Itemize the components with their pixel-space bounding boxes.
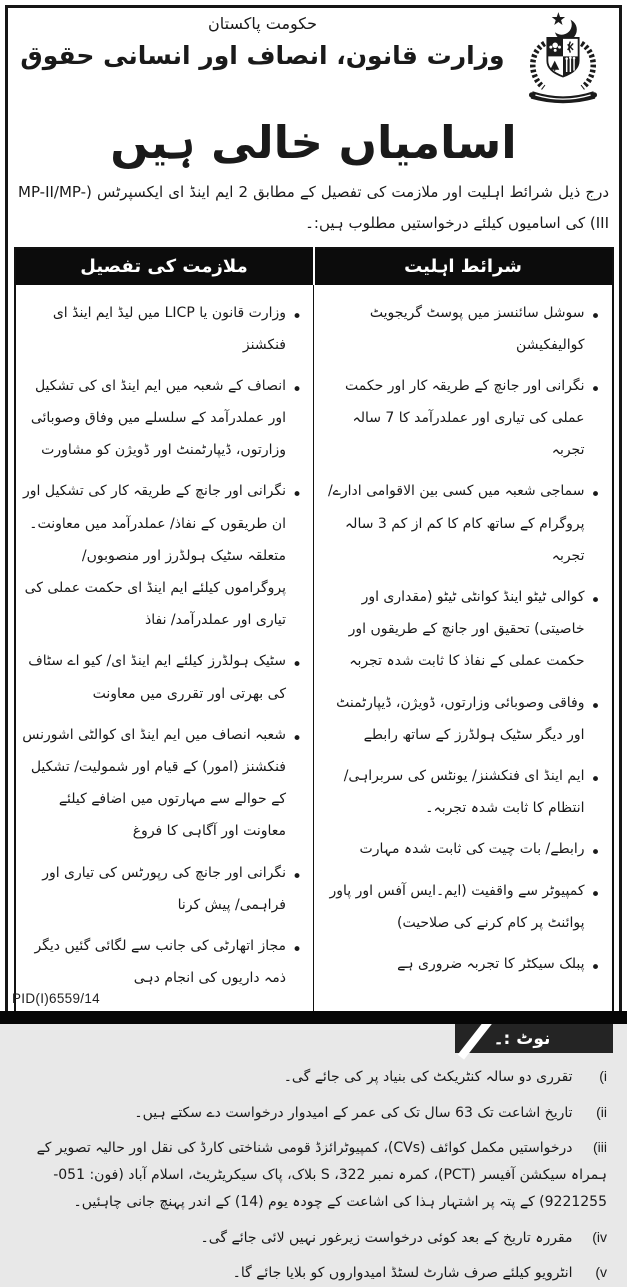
header-text-block — [10, 10, 515, 70]
emblem-wrap — [515, 10, 611, 110]
note-item — [16, 1063, 607, 1091]
note-ribbon — [455, 1023, 613, 1053]
eligibility-cell — [314, 284, 613, 1012]
ad-header — [10, 8, 617, 110]
list-item: • نگرانی اور جانچ کے طریقہ کار کی تشکیل اور ان طریقوں کے نفاذ/ عملدرآمد میں معاونت۔ متعلقہ سٹیک ہولڈرز اور منصوبوں/ پروگراموں کیلئے ایم اینڈ ای حکمت عملی کی تیاری اور عملدرآمد/ نفاذ — [22, 475, 304, 636]
note-number: i) — [599, 1068, 607, 1085]
list-item: • سماجی شعبہ میں کسی بین الاقوامی ادارے/ پروگرام کے ساتھ کام کا کم از کم 3 سالہ تجربہ — [320, 475, 602, 572]
column-header-eligibility: شرائط اہلیت — [314, 248, 613, 285]
note-label: نوٹ :۔ — [493, 1028, 551, 1049]
note-item — [16, 1224, 607, 1252]
note-text: درخواستیں مکمل کوائف (CVs)، کمپیوٹرائزڈ قومی شناختی کارڈ کی نقل اور حالیہ تصویر کے ہمراہ سیکشن آفیسر (PCT)، کمرہ نمبر 322، S بلاک، پاک سیکریٹریٹ، اسلام آباد (فون: 051-9221255) کے پتہ پر اشتہار ہذا کی اشاعت کے چودہ یوم (14) کے اندر پہنچ جانی چاہئیں۔ — [36, 1139, 607, 1211]
list-item: • کوالی ٹیٹو اینڈ کوانٹی ٹیٹو (مقداری اور خاصیتی) تحقیق اور جانچ کے طریقوں اور حکمت عملی کے نفاذ کا ثابت شدہ تجربہ — [320, 581, 602, 678]
note-item — [16, 1134, 607, 1217]
note-text: انٹرویو کیلئے صرف شارٹ لسٹڈ امیدواروں کو بلایا جائے گا۔ — [232, 1265, 573, 1282]
list-item: • نگرانی اور جانچ کی رپورٹس کی تیاری اور فراہمی/ پیش کرنا — [22, 857, 304, 921]
column-header-job-details: ملازمت کی تفصیل — [15, 248, 314, 285]
note-ribbon-row — [10, 1023, 613, 1053]
list-item: • شعبہ انصاف میں ایم اینڈ ای کوالٹی اشورنس فنکشنز (امور) کے قیام اور شمولیت/ تشکیل کے حوالے سے مہارتوں میں اضافے کیلئے معاونت اور آگاہی کا فروغ — [22, 719, 304, 848]
ad-content — [10, 8, 617, 1282]
table-head — [15, 248, 613, 285]
vacancy-title: اسامیاں خالی ہیں — [110, 116, 517, 169]
list-item: • سٹیک ہولڈرز کیلئے ایم اینڈ ای/ کیو اے سٹاف کی بھرتی اور تقرری میں معاونت — [22, 645, 304, 709]
notes-section — [10, 1053, 617, 1287]
note-item — [16, 1259, 607, 1287]
list-item: • وزارت قانون یا LICP میں لیڈ ایم اینڈ ای فنکشنز — [22, 297, 304, 361]
table-row — [15, 284, 613, 1012]
bottom-black-bar — [0, 1011, 627, 1024]
requirements-table — [14, 247, 614, 1014]
list-item: • سوشل سائنسز میں پوسٹ گریجویٹ کوالیفکیشن — [320, 297, 602, 361]
note-number: iii) — [592, 1138, 607, 1155]
list-item: • کمپیوٹر سے واقفیت (ایم۔ایس آفس اور پاور پوائنٹ پر کام کرنے کی صلاحیت) — [320, 875, 602, 939]
list-item: • ایم اینڈ ای فنکشنز/ یونٹس کی سربراہی/ انتظام کا ثابت شدہ تجربہ۔ — [320, 760, 602, 824]
note-number: v) — [595, 1264, 607, 1281]
list-item: • وفاقی وصوبائی وزارتوں، ڈویژن، ڈیپارٹمنٹ اور دیگر سٹیک ہولڈرز کے ساتھ رابطے — [320, 687, 602, 751]
pakistan-state-emblem-icon — [517, 10, 609, 110]
ministry-title: وزارت قانون، انصاف اور انسانی حقوق — [20, 41, 505, 70]
list-item: • نگرانی اور جانچ کے طریقہ کار اور حکمت عملی کی تیاری اور عملدرآمد کا 7 سالہ تجربہ — [320, 370, 602, 467]
note-text: مقررہ تاریخ کے بعد کوئی درخواست زیرغور نہیں لائی جائے گی۔ — [200, 1229, 573, 1246]
list-item: • پبلک سیکٹر کا تجربہ ضروری ہے — [320, 948, 602, 980]
note-number: ii) — [596, 1103, 607, 1120]
note-text: تاریخ اشاعت تک 63 سال تک کی عمر کے امیدوار درخواست دے سکتے ہیں۔ — [134, 1104, 573, 1121]
note-number: iv) — [592, 1228, 607, 1245]
list-item: • رابطے/ بات چیت کی ثابت شدہ مہارت — [320, 833, 602, 865]
job-details-list — [22, 297, 304, 995]
note-item — [16, 1099, 607, 1127]
list-item: • مجاز اتھارٹی کی جانب سے لگائی گئیں دیگر ذمہ داریوں کی انجام دہی — [22, 930, 304, 994]
pid-number: PID(I)6559/14 — [12, 991, 100, 1006]
government-line: حکومت پاکستان — [207, 14, 318, 33]
list-item: • انصاف کے شعبہ میں ایم اینڈ ای کی تشکیل اور عملدرآمد کے سلسلے میں وفاق وصوبائی وزارتوں، ڈیپارٹمنٹ اور ڈویژن کو مشاورت — [22, 370, 304, 467]
job-details-cell — [15, 284, 314, 1012]
note-text: تقرری دو سالہ کنٹریکٹ کی بنیاد پر کی جائے گی۔ — [283, 1069, 573, 1086]
intro-paragraph: درج ذیل شرائط اہلیت اور ملازمت کی تفصیل کے مطابق 2 ایم اینڈ ای ایکسپرٹس (MP-II/MP-III) کی اسامیوں کیلئے درخواستیں مطلوب ہیں:۔ — [18, 183, 610, 232]
eligibility-list — [320, 297, 602, 981]
